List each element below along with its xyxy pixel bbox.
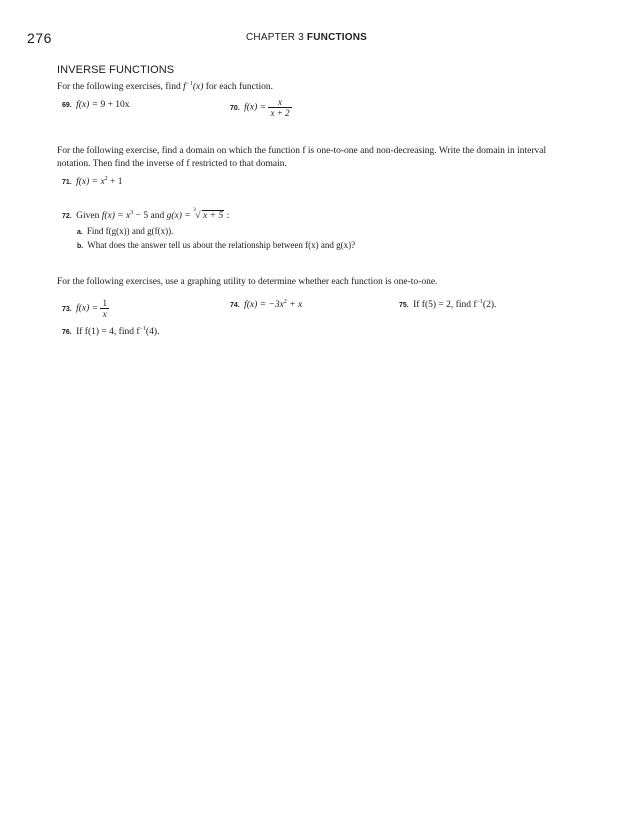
exercise-72a: a. Find f(g(x)) and g(f(x)).: [77, 226, 174, 236]
instruction-1-text-b: for each function.: [205, 82, 274, 92]
exercise-72b: b. What does the answer tell us about the relationship between f(x) and g(x)?: [77, 240, 356, 250]
fraction: $\frac{1}{x}$: [102, 298, 107, 319]
chapter-label: CHAPTER 3: [246, 32, 304, 43]
exercise-72: 72. Given $f(x) = x^3 - 5$ and g(x) = 3 √ x + 5 :: [62, 207, 230, 221]
cube-root: 3 √ x + 5: [193, 207, 224, 221]
exercise-69: 69. f(x) = 9 + 10x: [62, 100, 130, 110]
exercise-73: 73. f(x) = $\frac{1}{x}$: [62, 298, 107, 319]
exercise-75: 75. If f(5) = 2, find $f^{-1}(2)$.: [399, 299, 497, 310]
page-number: 276: [27, 30, 52, 46]
instruction-3: For the following exercises, use a graphing utility to determine whether each function is one-to-one.: [57, 277, 438, 287]
exercise-71: 71. $f(x) = x^2 + 1$: [62, 176, 123, 187]
exercise-74: 74. $f(x) = -3x^2 + x$: [230, 299, 303, 310]
section-title: INVERSE FUNCTIONS: [57, 64, 175, 76]
inverse-notation: $f^{-1}(x)$: [183, 81, 204, 92]
running-head: [246, 32, 367, 43]
chapter-title: FUNCTIONS: [306, 32, 368, 43]
instruction-1: [57, 81, 567, 94]
exercise-70: 70. f(x) = $\frac{x}{x + 2}$: [230, 97, 290, 118]
instruction-2: For the following exercise, find a domain on which the function f is one-to-one and non-decreasing. Write the domain in interval notation. Then find the inverse of f restricted to that domain.: [57, 146, 547, 169]
exercise-76: 76. If f(1) = 4, find $f^{-1}(4)$.: [62, 326, 160, 337]
instruction-1-text-a: For the following exercises, find: [57, 82, 184, 92]
fraction: $\frac{x}{x + 2}$: [270, 97, 290, 118]
